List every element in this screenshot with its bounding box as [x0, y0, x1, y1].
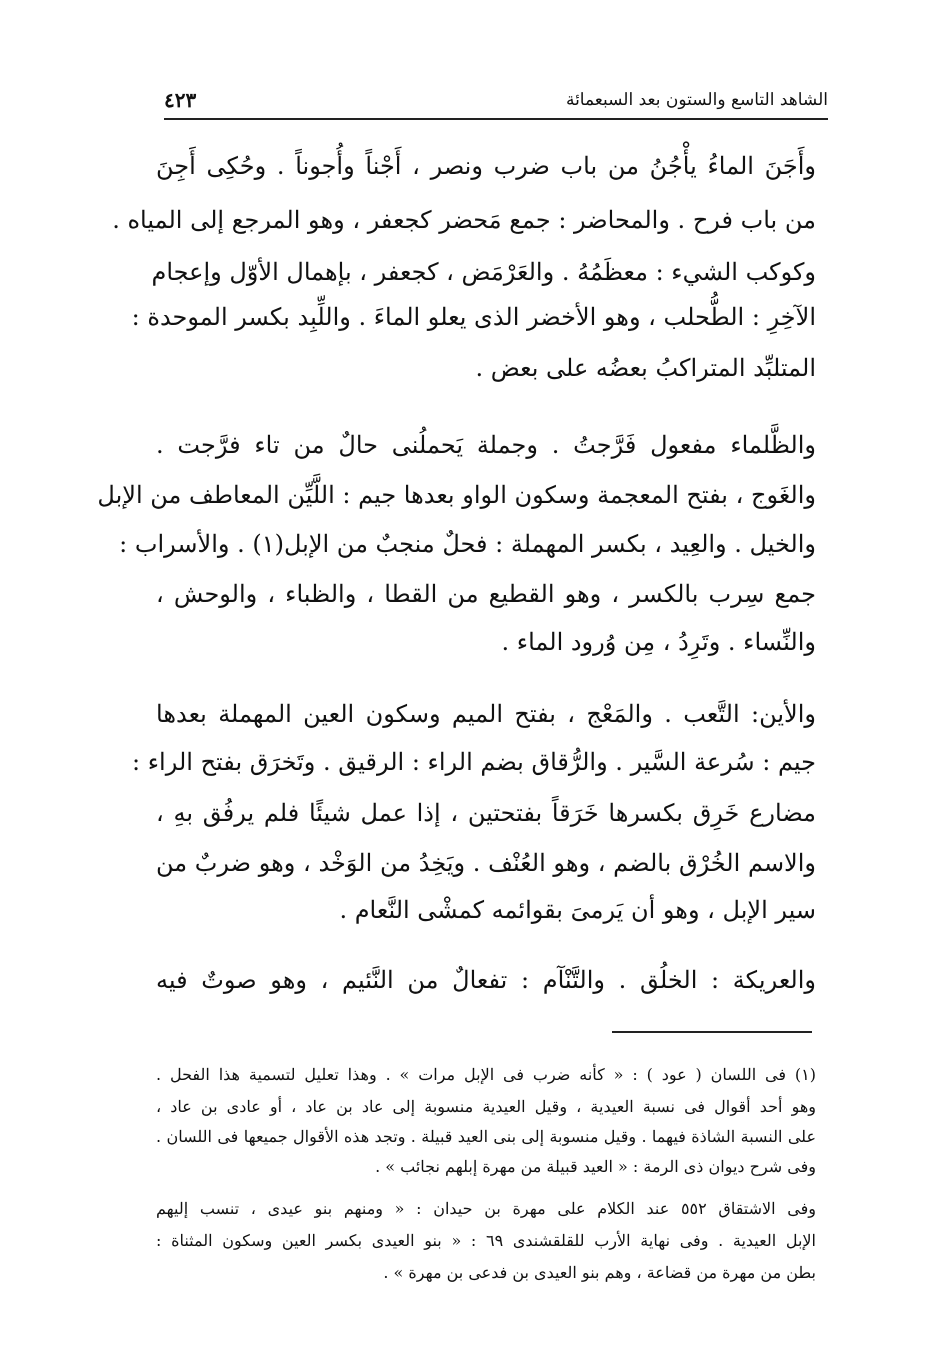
text-line: الآخِرِ : الطُّحلب ، وهو الأخضر الذى يعلو الماءَ . واللِّبِد بكسر الموحدة : [131, 303, 816, 331]
page-header [164, 86, 828, 120]
page-number: ٤٢٣ [164, 88, 197, 112]
footnote-line: وفى الاشتقاق ٥٥٢ عند الكلام على مهرة بن حيدان : « ومنهم بنو عيدى ، تنسب إليهم [156, 1199, 816, 1218]
text-line: من باب فرح . والمحاضر : جمع مَحضر كجعفر ، وهو المرجع إلى المياه . [112, 206, 816, 234]
footnote-line: على النسبة الشاذة فيهما . وقيل منسوبة إلى بنى العيد قبيلة . وتجد هذه الأقوال جميعها فى اللسان . [156, 1127, 816, 1146]
text-line: والغَوج ، بفتح المعجمة وسكون الواو بعدها جيم : اللَّيِّن المعاطف من الإبل [97, 481, 816, 509]
text-line: المتلبِّد المتراكبُ بعضُه على بعض . [475, 354, 816, 382]
text-line: والخيل . والعِيد ، بكسر المهملة : فحلٌ منجبٌ من الإبل(١) . والأسراب : [119, 530, 816, 558]
running-title: الشاهد التاسع والستون بعد السبعمائة [565, 90, 828, 110]
text-line: والظَّلماء مفعول فَرَّجتُ . وجملة يَحملُنى حالٌ من تاء فرَّجت . [156, 431, 816, 459]
footnote-line: وهو أحد أقوال فى نسبة العيدية ، وقيل العيدية منسوبة إلى عاد بن عاد ، أو عادى بن عاد ، [156, 1097, 816, 1116]
text-line: مضارع خَرِق بكسرها خَرَقاً بفتحتين ، إذا عمل شيئًا فلم يرفُق بهِ ، [156, 799, 816, 827]
footnote-line: (١) فى اللسان ( عود ) : « كأنه ضرب فى الإبل مرات » . وهذا تعليل لتسمية هذا الفحل . [156, 1065, 816, 1084]
footnote-line: وفى شرح ديوان ذى الرمة : « العيد قبيلة من مهرة إبلهم نجائب » . [375, 1157, 816, 1176]
footnote-line: بطن من مهرة من قضاعة ، وهم بنو العيدى بن فدعى بن مهرة » . [383, 1263, 816, 1282]
text-line: جمع سِرب بالكسر ، وهو القطيع من القطا ، والظباء ، والوحش ، [156, 580, 816, 608]
text-line: وكوكب الشيء : معظَمُهُ . والعَرْمَض ، كجعفر ، بإهمال الأوّل وإعجام [151, 258, 816, 286]
text-line: والعريكة : الخلُق . والتَّنْآم : تفعالٌ من النَّئيم ، وهو صوتٌ فيه [156, 966, 816, 994]
text-line: والأين: التَّعب . والمَعْج ، بفتح الميم وسكون العين المهملة بعدها [156, 700, 816, 728]
footnote-separator [612, 1031, 812, 1033]
footnote-line: الإبل العيدية . وفى نهاية الأرب للقلقشندى ٦٩ : « بنو العيدى بكسر العين وسكون المثناة : [156, 1231, 817, 1250]
text-line: والنِّساء . وتَرِدُ ، مِن وُرود الماء . [501, 628, 816, 656]
text-line: وأَجَنَ الماءُ يأْجُنُ من باب ضرب ونصر ، أَجْناً وأُجوناً . وحُكِى أَجِنَ [156, 152, 816, 180]
text-line: سير الإبل ، وهو أن يَرمىَ بقوائمه كمشْى النَّعام . [339, 896, 816, 924]
text-line: جيم : سُرعة السَّير . والرُّقاق بضم الراء : الرقيق . وتَخرَق بفتح الراء : [132, 748, 816, 776]
text-line: والاسم الخُرْق بالضم ، وهو العُنْف . ويَخِدُ من الوَخْد ، وهو ضربٌ من [156, 849, 816, 877]
